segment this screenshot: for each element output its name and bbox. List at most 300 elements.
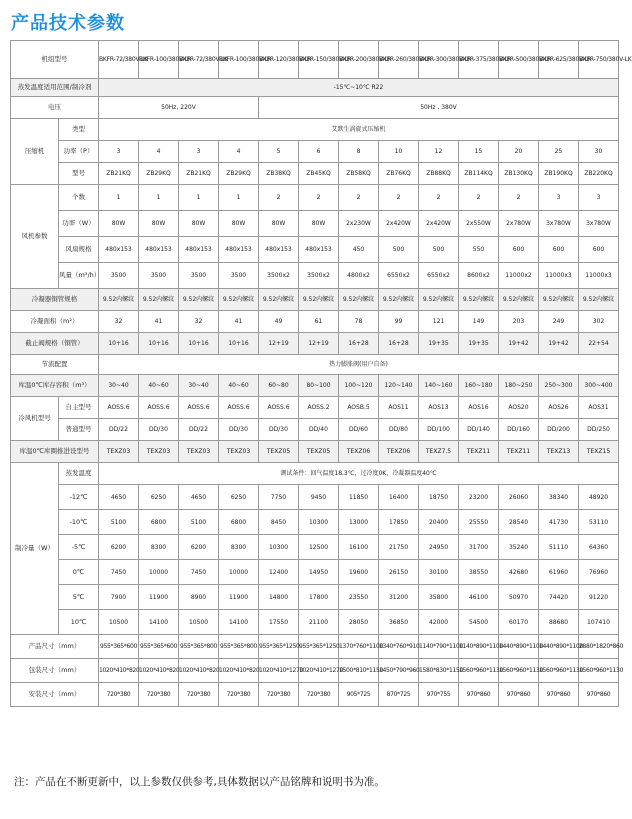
cond_area-cell: 249 [539,311,579,333]
product_size-cell: 955*365*1250 [299,635,339,659]
pack_size-cell: 1020*410*820 [219,659,259,683]
self_model-cell: AOS20 [499,397,539,419]
capacity-cell: 10500 [179,610,219,635]
capacity-cell: 20400 [419,510,459,535]
header-label: 机组型号 [11,41,99,79]
capacity-cell: 10300 [259,535,299,560]
airflow-cell: 3500 [219,263,259,289]
product_size-cell: 1440*890*1100 [499,635,539,659]
table-row [11,635,619,659]
fan_count-cell: 3 [539,185,579,211]
install_size-cell: 970*755 [419,683,459,707]
install_size-cell: 720*380 [219,683,259,707]
self_model-cell: AOSS.6 [99,397,139,419]
cu_pipe-cell: 9.52内螺纹 [459,289,499,311]
cold_room-cell: TEXZ06 [339,441,379,463]
comp_model-cell: ZB76KQ [379,163,419,185]
row-label: 节流配置 [11,355,99,375]
pack_size-cell: 1560*960*1130 [539,659,579,683]
cold_room-cell: TEXZ03 [219,441,259,463]
table-row [11,355,619,375]
group-label: 风机参数 [11,185,59,289]
cold_room-cell: TEXZ06 [379,441,419,463]
airflow-cell: 3500x2 [259,263,299,289]
cu_pipe-cell: 9.52内螺纹 [539,289,579,311]
model-header: BKFR-375/380V-LK [459,41,499,79]
product_size-cell: 1140*890*1100 [459,635,499,659]
shutoff-cell: 16+28 [339,333,379,355]
capacity-cell: 13000 [339,510,379,535]
row-label: 冷凝器铜管规格 [11,289,99,311]
capacity-cell: 28050 [339,610,379,635]
row-label: 个数 [59,185,99,211]
model-header: BKFR-200/380V-LK [339,41,379,79]
cond_area-cell: 121 [419,311,459,333]
install_size-cell: 970*860 [499,683,539,707]
table-row [11,485,619,510]
product_size-cell: 955*365*800 [219,635,259,659]
capacity-cell: 12500 [299,535,339,560]
common_model-cell: DD/160 [499,419,539,441]
pack_size-cell: 1020*410*820 [99,659,139,683]
table-row [11,397,619,419]
capacity-cell: 11850 [339,485,379,510]
shutoff-cell: 22+54 [579,333,619,355]
pack_size-cell: 1500*810*1150 [339,659,379,683]
capacity-cell: 5100 [179,510,219,535]
row-label: 冷凝面积（m²） [11,311,99,333]
table-row [11,41,619,79]
table-row [11,263,619,289]
capacity-cell: 46100 [459,585,499,610]
table-row [11,463,619,485]
comp_model-cell: ZB190KQ [539,163,579,185]
pack_size-cell: 1020*410*1270 [259,659,299,683]
cold_room-cell: TEXZ11 [459,441,499,463]
fan_count-cell: 2 [379,185,419,211]
capacity-cell: 28540 [499,510,539,535]
airflow-cell: 11000x3 [539,263,579,289]
capacity-cell: 88680 [539,610,579,635]
storage-cell: 30~40 [99,375,139,397]
cu_pipe-cell: 9.52内螺纹 [419,289,459,311]
model-header: BKFR-260/380V-LK [379,41,419,79]
capacity-cell: 14950 [299,560,339,585]
capacity-cell: 7450 [179,560,219,585]
power_p-cell: 15 [459,141,499,163]
cu_pipe-cell: 9.52内螺纹 [179,289,219,311]
row-label: 蒸发温度适用范围/制冷剂 [11,79,99,97]
table-row [11,311,619,333]
cu_pipe-cell: 9.52内螺纹 [99,289,139,311]
capacity-cell: 30100 [419,560,459,585]
airflow-cell: 6550x2 [419,263,459,289]
capacity-cell: 51110 [539,535,579,560]
airflow-cell: 11000x3 [579,263,619,289]
table-row [11,375,619,397]
capacity-cell: 23550 [339,585,379,610]
capacity-cell: 10000 [219,560,259,585]
cold_room-cell: TEXZ03 [139,441,179,463]
storage-cell: 40~60 [139,375,179,397]
self_model-cell: AOS11 [379,397,419,419]
storage-cell: 30~40 [179,375,219,397]
cond_area-cell: 41 [219,311,259,333]
capacity-cell: 38340 [539,485,579,510]
shutoff-cell: 10+16 [179,333,219,355]
shutoff-cell: 12+19 [259,333,299,355]
capacity-cell: 31200 [379,585,419,610]
model-header: BKFR-120/380V-LK [259,41,299,79]
table-row [11,510,619,535]
cond_area-cell: 78 [339,311,379,333]
cond_area-cell: 32 [179,311,219,333]
fan_count-cell: 1 [139,185,179,211]
fan_count-cell: 1 [179,185,219,211]
self_model-cell: AOSS.6 [259,397,299,419]
capacity-cell: 41730 [539,510,579,535]
fan_spec-cell: 550 [459,237,499,263]
capacity-cell: 11900 [139,585,179,610]
capacity-cell: 7900 [99,585,139,610]
fan_spec-cell: 600 [539,237,579,263]
row-label: 功率（W） [59,211,99,237]
table-row [11,211,619,237]
capacity-cell: 6250 [219,485,259,510]
fan_power-cell: 2x550W [459,211,499,237]
comp_model-cell: ZB29KQ [139,163,179,185]
cu_pipe-cell: 9.52内螺纹 [379,289,419,311]
fan_count-cell: 2 [459,185,499,211]
install_size-cell: 970*860 [539,683,579,707]
capacity-cell: 21750 [379,535,419,560]
self_model-cell: AOSS.2 [299,397,339,419]
cold_room-cell: TEXZ13 [539,441,579,463]
cold_room-cell: TEXZ03 [99,441,139,463]
cold_room-cell: TEXZ03 [179,441,219,463]
test-condition: 测试条件：回气温度18.3℃，过冷度0K，冷凝器温度40℃ [99,463,619,485]
capacity-cell: 14800 [259,585,299,610]
capacity-cell: 4650 [179,485,219,510]
table-row [11,141,619,163]
pack_size-cell: 1020*410*1270 [299,659,339,683]
capacity-cell: 18750 [419,485,459,510]
model-header: BKFR-150/380V-LK [299,41,339,79]
power_p-cell: 6 [299,141,339,163]
fan_power-cell: 3x780W [579,211,619,237]
self_model-cell: AOSS.6 [219,397,259,419]
capacity-cell: 10000 [139,560,179,585]
model-header: BKFR-72/380V-LK [99,41,139,79]
capacity-cell: 17850 [379,510,419,535]
footnote: 注：产品在不断更新中，以上参数仅供参考,具体数据以产品铭牌和说明书为准。 [14,776,385,788]
capacity-cell: 19600 [339,560,379,585]
table-row [11,79,619,97]
evap-temp-label: -10℃ [59,510,99,535]
comp_model-cell: ZB88KQ [419,163,459,185]
row-label: 功率（P） [59,141,99,163]
airflow-cell: 3500x2 [299,263,339,289]
fan_power-cell: 80W [219,211,259,237]
table-row [11,237,619,263]
evap-temp-label: 5℃ [59,585,99,610]
capacity-cell: 14100 [219,610,259,635]
cold_room-cell: TEXZ11 [499,441,539,463]
cu_pipe-cell: 9.52内螺纹 [299,289,339,311]
install_size-cell: 720*380 [99,683,139,707]
airflow-cell: 8600x2 [459,263,499,289]
storage-cell: 300~400 [579,375,619,397]
capacity-cell: 53110 [579,510,619,535]
comp_model-cell: ZB29KQ [219,163,259,185]
pack_size-cell: 1560*960*1130 [499,659,539,683]
cold_room-cell: TEXZ05 [299,441,339,463]
pack_size-cell: 1560*960*1130 [579,659,619,683]
capacity-cell: 25550 [459,510,499,535]
table-row [11,163,619,185]
common_model-cell: DD/200 [539,419,579,441]
capacity-cell: 7450 [99,560,139,585]
row-label: 型号 [59,163,99,185]
fan_count-cell: 2 [499,185,539,211]
fan_power-cell: 80W [179,211,219,237]
row-label: 库温0℃库圈推进设型号 [11,441,99,463]
self_model-cell: AOS26 [539,397,579,419]
comp_model-cell: ZB45KQ [299,163,339,185]
airflow-cell: 3500 [179,263,219,289]
product_size-cell: 1370*760*1100 [339,635,379,659]
install_size-cell: 720*380 [299,683,339,707]
capacity-cell: 60170 [499,610,539,635]
shutoff-cell: 19+42 [499,333,539,355]
row-label: 风量（m³/h） [59,263,99,289]
cond_area-cell: 49 [259,311,299,333]
cond_area-cell: 32 [99,311,139,333]
capacity-cell: 38550 [459,560,499,585]
product_size-cell: 2880*1820*860 [579,635,619,659]
airflow-cell: 6550x2 [379,263,419,289]
capacity-cell: 6200 [99,535,139,560]
capacity-cell: 50970 [499,585,539,610]
capacity-cell: 91220 [579,585,619,610]
self_model-cell: AOSS.6 [139,397,179,419]
shutoff-cell: 19+35 [459,333,499,355]
row-label: 库温0℃库存容积（m³） [11,375,99,397]
cu_pipe-cell: 9.52内螺纹 [219,289,259,311]
evap-temp-label: -12℃ [59,485,99,510]
row-label: 电压 [11,97,99,119]
airflow-cell: 3500 [139,263,179,289]
install_size-cell: 720*380 [179,683,219,707]
storage-cell: 160~180 [459,375,499,397]
table-row [11,185,619,211]
evap-temp-label: -5℃ [59,535,99,560]
power_p-cell: 4 [219,141,259,163]
table-row [11,560,619,585]
fan_count-cell: 1 [99,185,139,211]
comp_model-cell: ZB130KQ [499,163,539,185]
product_size-cell: 955*365*1250 [259,635,299,659]
power_p-cell: 12 [419,141,459,163]
shutoff-cell: 10+16 [139,333,179,355]
cond_area-cell: 61 [299,311,339,333]
fan_count-cell: 2 [339,185,379,211]
capacity-cell: 24950 [419,535,459,560]
throttle-value: 热力膨胀阀(用户自备) [99,355,619,375]
fan_power-cell: 3x780W [539,211,579,237]
capacity-cell: 6200 [179,535,219,560]
self_model-cell: AOSB.5 [339,397,379,419]
storage-cell: 40~60 [219,375,259,397]
pack_size-cell: 1020*410*820 [179,659,219,683]
capacity-cell: 6800 [219,510,259,535]
row-label: 安装尺寸（mm） [11,683,99,707]
fan_spec-cell: 500 [419,237,459,263]
fan_spec-cell: 480x153 [139,237,179,263]
self_model-cell: AOS31 [579,397,619,419]
common_model-cell: DD/140 [459,419,499,441]
shutoff-cell: 10+16 [219,333,259,355]
model-header: BKFR-100/380V-LK [219,41,259,79]
capacity-cell: 12400 [259,560,299,585]
capacity-cell: 35800 [419,585,459,610]
shutoff-cell: 19+42 [539,333,579,355]
storage-cell: 120~140 [379,375,419,397]
cond_area-cell: 302 [579,311,619,333]
airflow-cell: 3500 [99,263,139,289]
fan_power-cell: 80W [299,211,339,237]
common_model-cell: DD/60 [339,419,379,441]
table-row [11,659,619,683]
row-label: 类型 [59,119,99,141]
capacity-cell: 17550 [259,610,299,635]
evap-temp-label: 10℃ [59,610,99,635]
storage-cell: 60~80 [259,375,299,397]
storage-cell: 100~120 [339,375,379,397]
capacity-cell: 42000 [419,610,459,635]
table-row [11,97,619,119]
self_model-cell: AOS13 [419,397,459,419]
fan_power-cell: 80W [99,211,139,237]
model-header: BKFR-72/380V-LK [179,41,219,79]
airflow-cell: 4800x2 [339,263,379,289]
capacity-cell: 8900 [179,585,219,610]
capacity-cell: 6250 [139,485,179,510]
cu_pipe-cell: 9.52内螺纹 [259,289,299,311]
shutoff-cell: 12+19 [299,333,339,355]
capacity-cell: 4650 [99,485,139,510]
capacity-cell: 36850 [379,610,419,635]
comp_model-cell: ZB38KQ [259,163,299,185]
comp_model-cell: ZB114KQ [459,163,499,185]
table-row [11,683,619,707]
row-label: 风扇规格 [59,237,99,263]
capacity-cell: 6800 [139,510,179,535]
pack_size-cell: 1560*960*1130 [459,659,499,683]
capacity-cell: 21100 [299,610,339,635]
table-row [11,289,619,311]
capacity-cell: 16400 [379,485,419,510]
comp_model-cell: ZB21KQ [179,163,219,185]
power_p-cell: 3 [99,141,139,163]
pack_size-cell: 1580*830*1150 [419,659,459,683]
table-row [11,535,619,560]
shutoff-cell: 16+28 [379,333,419,355]
fan_power-cell: 80W [139,211,179,237]
page-title: 产品技术参数 [11,13,125,34]
storage-cell: 250~300 [539,375,579,397]
fan_spec-cell: 480x153 [219,237,259,263]
capacity-cell: 8300 [219,535,259,560]
common_model-cell: DD/40 [299,419,339,441]
model-header: BKFR-625/380V-LK [539,41,579,79]
fan_spec-cell: 480x153 [259,237,299,263]
shutoff-cell: 19+35 [419,333,459,355]
capacity-cell: 31700 [459,535,499,560]
cu_pipe-cell: 9.52内螺纹 [579,289,619,311]
capacity-cell: 74420 [539,585,579,610]
fan_count-cell: 2 [259,185,299,211]
evap-range-value: -15℃~10℃ R22 [99,79,619,97]
cond_area-cell: 203 [499,311,539,333]
install_size-cell: 905*725 [339,683,379,707]
row-label: 普通型号 [59,419,99,441]
capacity-cell: 10300 [299,510,339,535]
comp-type-value: 艾默生涡旋式压缩机 [99,119,619,141]
capacity-cell: 35240 [499,535,539,560]
fan_spec-cell: 480x153 [299,237,339,263]
table-row [11,333,619,355]
capacity-cell: 5100 [99,510,139,535]
cu_pipe-cell: 9.52内螺纹 [139,289,179,311]
table-row [11,119,619,141]
cold_room-cell: TEXZ7.5 [419,441,459,463]
install_size-cell: 970*860 [579,683,619,707]
capacity-cell: 42680 [499,560,539,585]
fan_spec-cell: 500 [379,237,419,263]
capacity-cell: 64360 [579,535,619,560]
cond_area-cell: 149 [459,311,499,333]
fan_power-cell: 80W [259,211,299,237]
fan_spec-cell: 600 [499,237,539,263]
power_p-cell: 30 [579,141,619,163]
power_p-cell: 25 [539,141,579,163]
fan_count-cell: 1 [219,185,259,211]
pack_size-cell: 1450*790*960 [379,659,419,683]
fan_count-cell: 2 [299,185,339,211]
common_model-cell: DD/30 [219,419,259,441]
power_p-cell: 20 [499,141,539,163]
capacity-cell: 61960 [539,560,579,585]
spec-table [10,40,632,707]
install_size-cell: 970*860 [459,683,499,707]
capacity-cell: 54500 [459,610,499,635]
storage-cell: 80~100 [299,375,339,397]
capacity-cell: 8450 [259,510,299,535]
common_model-cell: DD/80 [379,419,419,441]
storage-cell: 140~160 [419,375,459,397]
self_model-cell: AOSS.6 [179,397,219,419]
fan_power-cell: 2x230W [339,211,379,237]
voltage-value: 50Hz , 380V [259,97,619,119]
common_model-cell: DD/30 [259,419,299,441]
group-label: 制冷量（W） [11,463,59,635]
fan_spec-cell: 600 [579,237,619,263]
pack_size-cell: 1020*410*820 [139,659,179,683]
comp_model-cell: ZB220KQ [579,163,619,185]
product_size-cell: 955*365*800 [179,635,219,659]
table-row [11,419,619,441]
